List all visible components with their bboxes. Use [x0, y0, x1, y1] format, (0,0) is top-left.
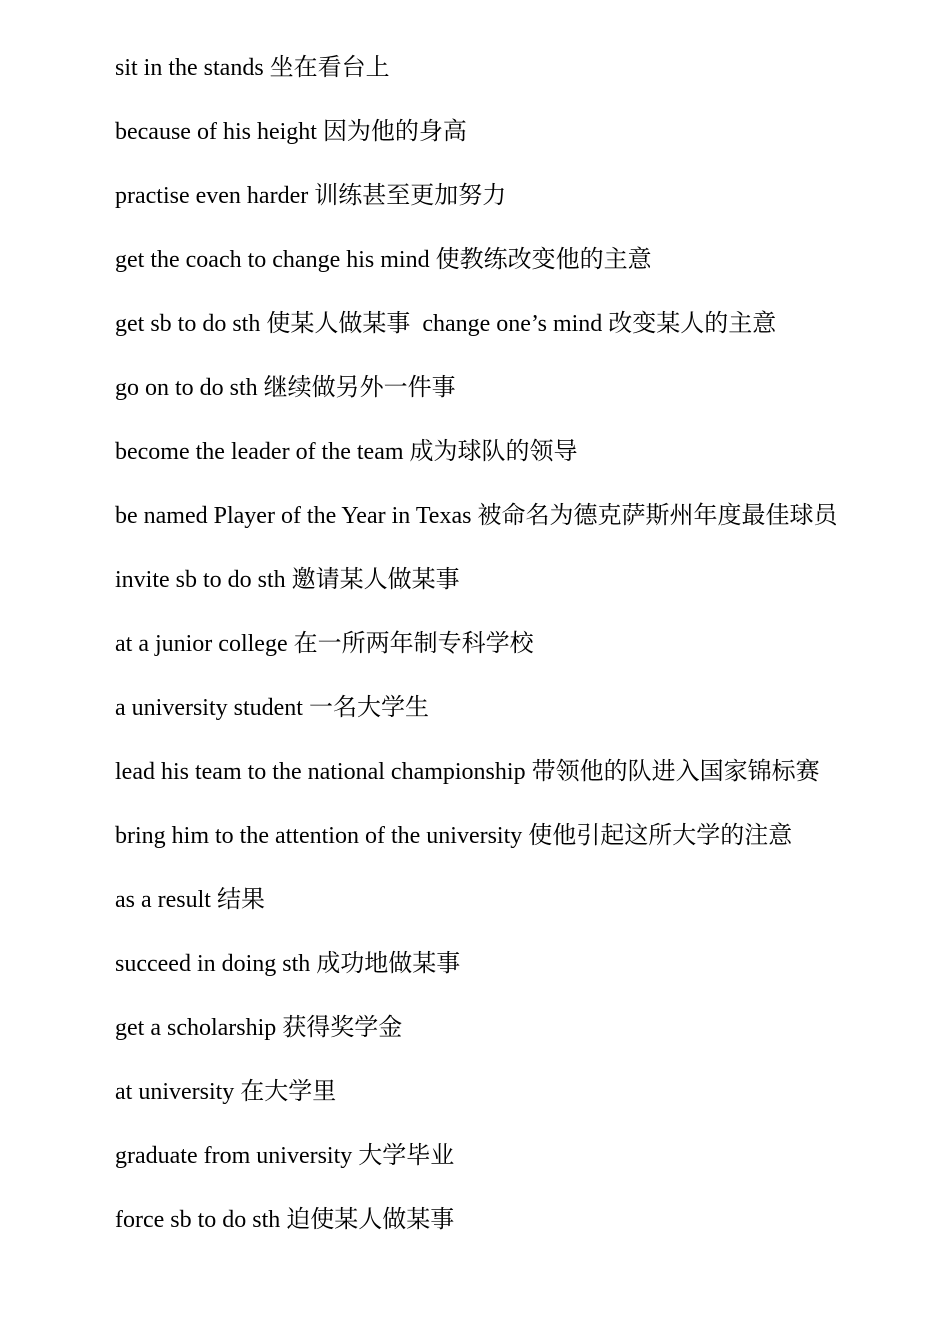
phrase-line: a university student 一名大学生 — [115, 695, 429, 721]
phrase-line: get the coach to change his mind 使教练改变他的主意 — [115, 247, 652, 273]
phrase-line: invite sb to do sth 邀请某人做某事 — [115, 567, 460, 593]
phrase-list — [115, 52, 837, 1268]
phrase-line: because of his height 因为他的身高 — [115, 119, 467, 145]
phrase-line: practise even harder 训练甚至更加努力 — [115, 183, 507, 209]
phrase-line: as a result 结果 — [115, 887, 265, 913]
phrase-line: go on to do sth 继续做另外一件事 — [115, 375, 456, 401]
phrase-line: become the leader of the team 成为球队的领导 — [115, 439, 578, 465]
phrase-line: lead his team to the national championship 带领他的队进入国家锦标赛 — [115, 759, 820, 785]
phrase-line: force sb to do sth 迫使某人做某事 — [115, 1207, 455, 1233]
phrase-line: at university 在大学里 — [115, 1079, 337, 1105]
phrase-line: get sb to do sth 使某人做某事 change one’s mind 改变某人的主意 — [115, 311, 777, 337]
phrase-line: graduate from university 大学毕业 — [115, 1143, 455, 1169]
phrase-line: bring him to the attention of the university 使他引起这所大学的注意 — [115, 823, 793, 849]
phrase-line: be named Player of the Year in Texas 被命名为德克萨斯州年度最佳球员 — [115, 503, 838, 529]
phrase-line: succeed in doing sth 成功地做某事 — [115, 951, 461, 977]
phrase-line: at a junior college 在一所两年制专科学校 — [115, 631, 534, 657]
phrase-line: get a scholarship 获得奖学金 — [115, 1015, 403, 1041]
phrase-line: sit in the stands 坐在看台上 — [115, 55, 390, 81]
